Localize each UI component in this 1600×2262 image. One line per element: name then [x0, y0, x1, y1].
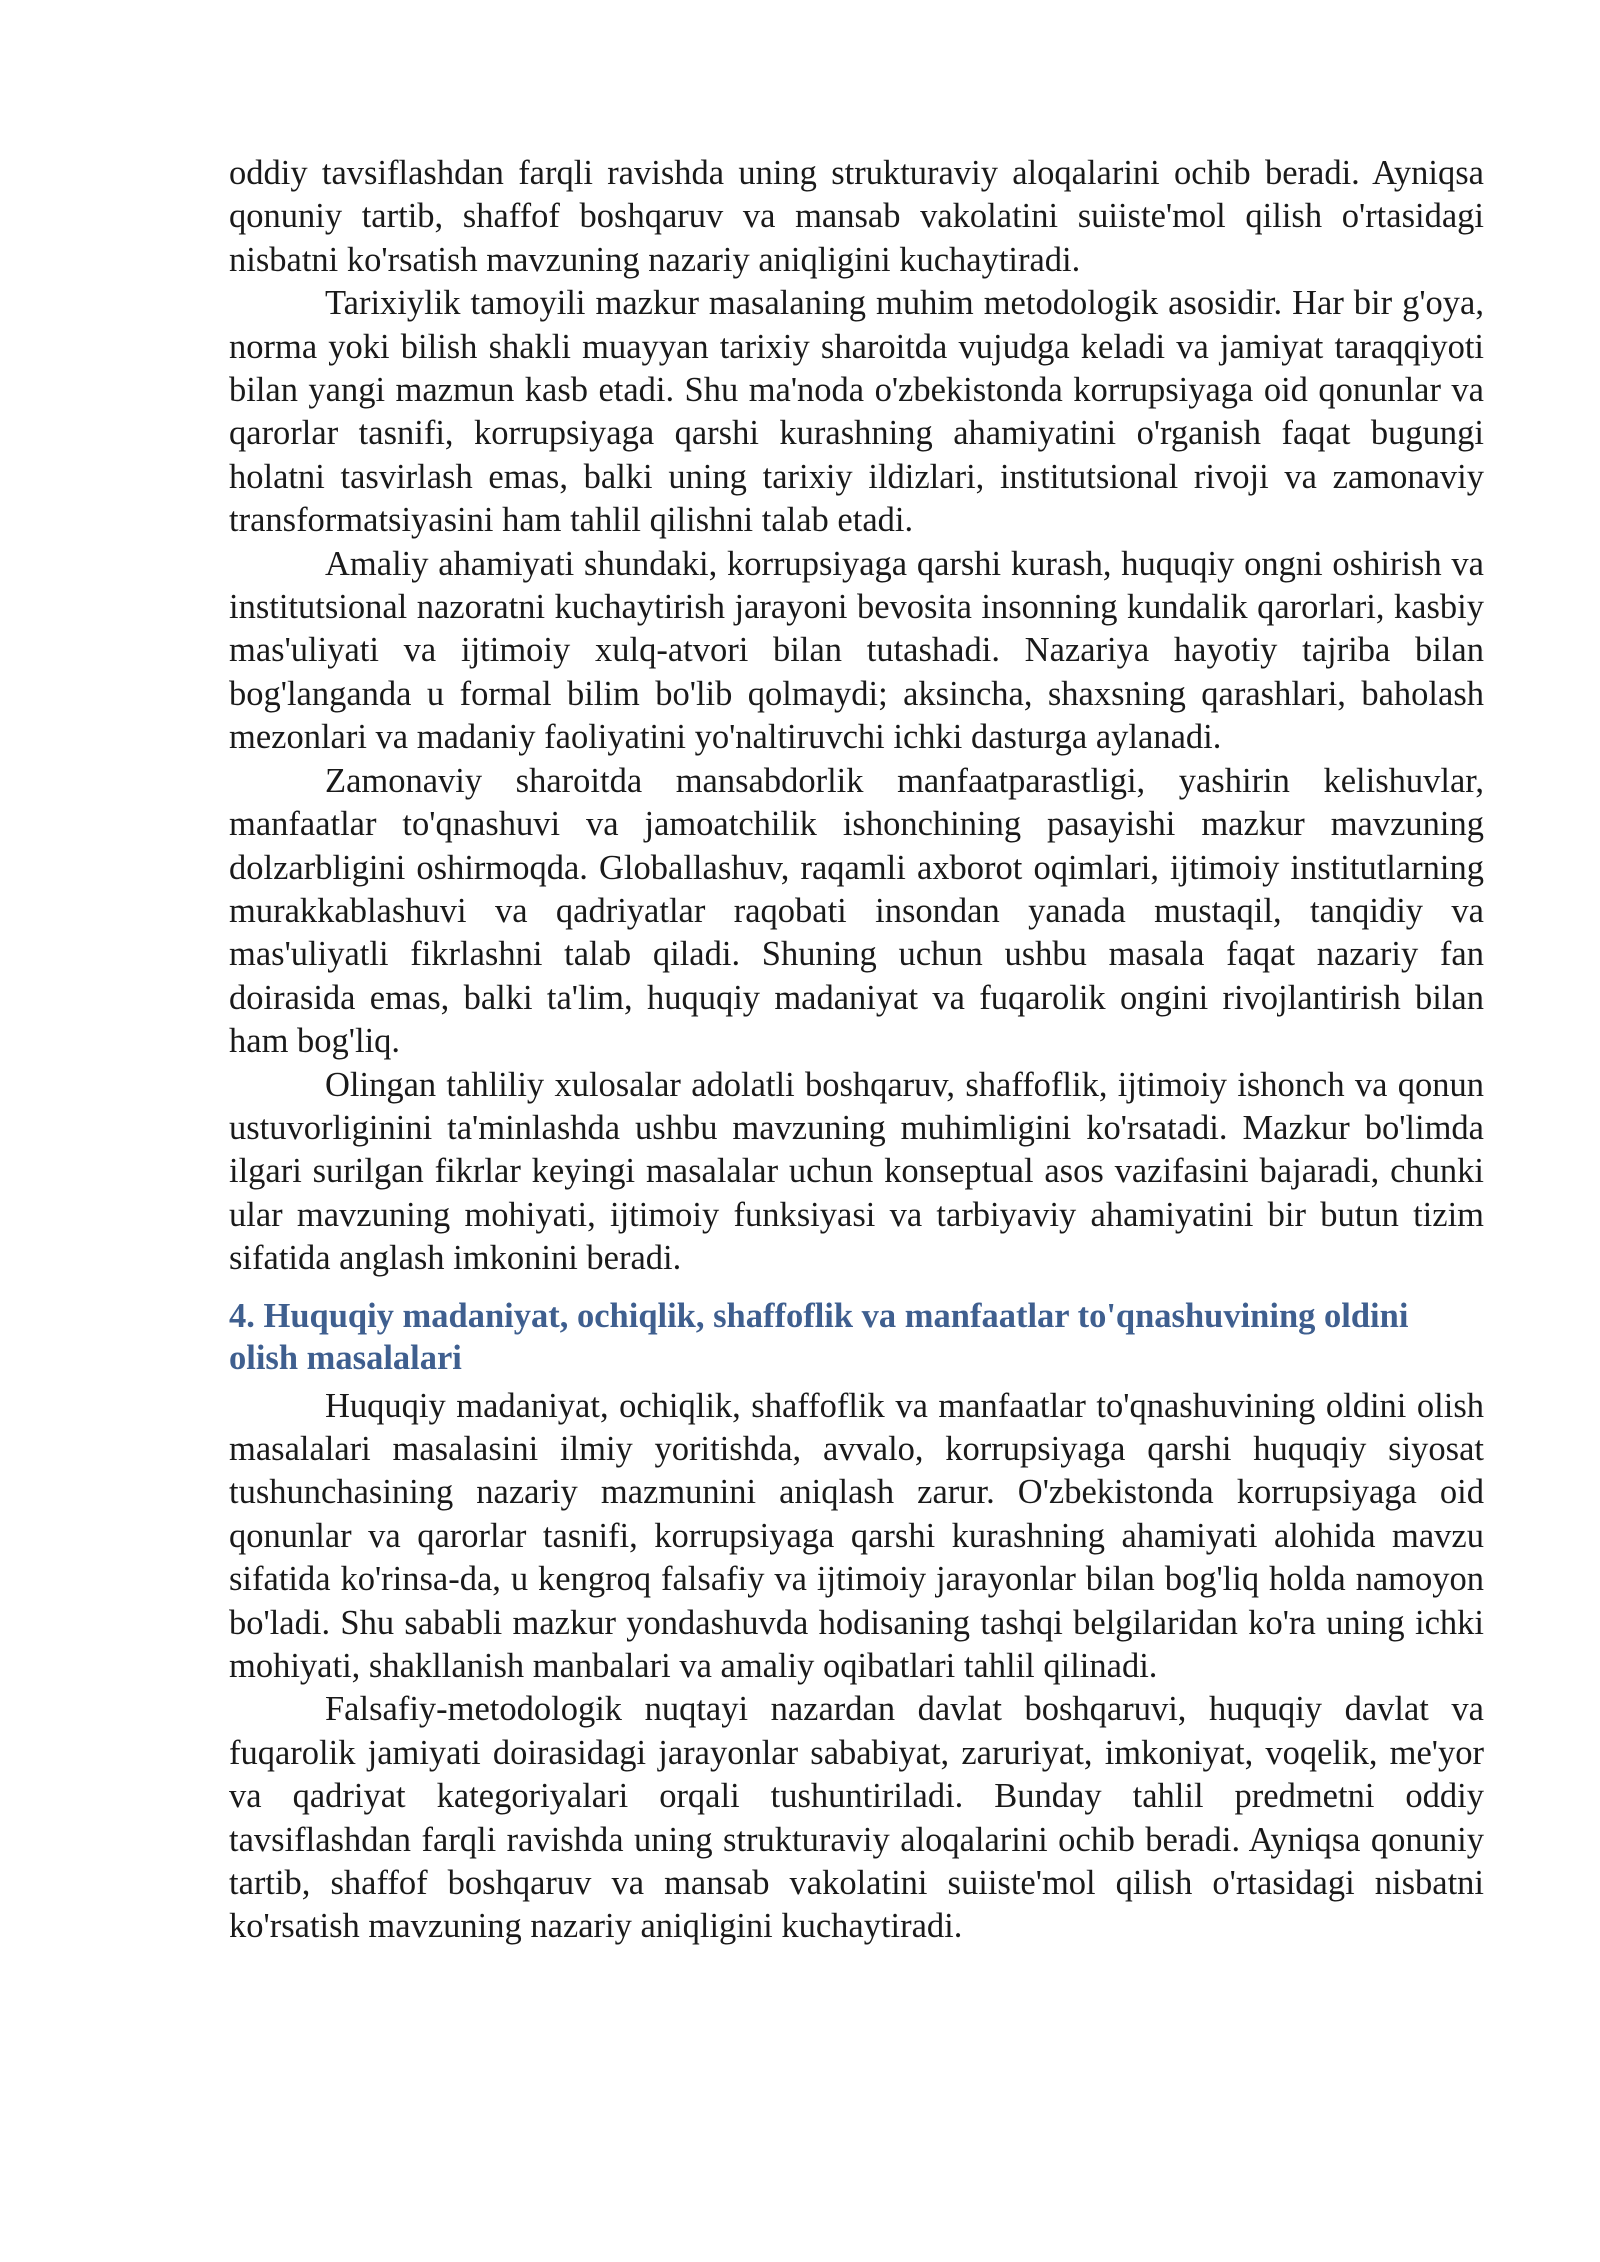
paragraph-section-intro: Huquqiy madaniyat, ochiqlik, shaffoflik va manfaatlar to'qnashuvining oldini olish masalalari masalasini ilmiy yoritishda, avvalo, korrupsiyaga qarshi huquqiy siyosat tushunchasining nazariy mazmunini aniqlash zarur. O'zbekistonda korrupsiyaga oid qonunlar va qarorlar tasnifi, korrupsiyaga qarshi kurashning ahamiyati alohida mavzu sifatida ko'rinsa-da, u kengroq falsafiy va ijtimoiy jarayonlar bilan bog'liq holda namoyon bo'ladi. Shu sababli mazkur yondashuvda hodisaning tashqi belgilaridan ko'ra uning ichki mohiyati, shakllanish manbalari va amaliy oqibatlari tahlil qilinadi. — [229, 1386, 1484, 1685]
paragraph-conclusions: Olingan tahliliy xulosalar adolatli boshqaruv, shaffoflik, ijtimoiy ishonch va qonun ustuvorliginini ta'minlashda ushbu mavzuning muhimligini ko'rsatadi. Mazkur bo'limda ilgari surilgan fikrlar keyingi masalalar uchun konseptual asos vazifasini bajaradi, chunki ular mavzuning mohiyati, ijtimoiy funksiyasi va tarbiyaviy ahamiyatini bir butun tizim sifatida anglash imkonini beradi. — [229, 1065, 1484, 1278]
section-heading: 4. Huquqiy madaniyat, ochiqlik, shaffoflik va manfaatlar to'qnashuvining oldini olish masalalari — [229, 1296, 1409, 1377]
paragraph-methodology: Falsafiy-metodologik nuqtayi nazardan davlat boshqaruvi, huquqiy davlat va fuqarolik jamiyati doirasidagi jarayonlar sababiyat, zaruriyat, imkoniyat, voqelik, me'yor va qadriyat kategoriyalari orqali tushuntiriladi. Bunday tahlil predmetni oddiy tavsiflashdan farqli ravishda uning strukturaviy aloqalarini ochib beradi. Ayniqsa qonuniy tartib, shaffof boshqaruv va mansab vakolatini suiiste'mol qilish o'rtasidagi nisbatni ko'rsatish mavzuning nazariy aniqligini kuchaytiradi. — [229, 1690, 1484, 1946]
paragraph-practical-significance: Amaliy ahamiyati shundaki, korrupsiyaga qarshi kurash, huquqiy ongni oshirish va institutsional nazoratni kuchaytirish jarayoni bevosita insonning kundalik qarorlari, kasbiy mas'uliyati va ijtimoiy xulq-atvori bilan tutashadi. Nazariya hayotiy tajriba bilan bog'langanda u formal bilim bo'lib qolmaydi; aksincha, shaxsning qarashlari, baholash mezonlari va madaniy faoliyatini yo'naltiruvchi ichki dasturga aylanadi. — [229, 544, 1484, 757]
page-body — [229, 152, 1484, 1949]
paragraph-historicity: Tarixiylik tamoyili mazkur masalaning muhim metodologik asosidir. Har bir g'oya, norma yoki bilish shakli muayyan tarixiy sharoitda vujudga keladi va jamiyat taraqqiyoti bilan yangi mazmun kasb etadi. Shu ma'noda o'zbekistonda korrupsiyaga oid qonunlar va qarorlar tasnifi, korrupsiyaga qarshi kurashning ahamiyatini o'rganish faqat bugungi holatni tasvirlash emas, balki uning tarixiy ildizlari, institutsional rivoji va zamonaviy transformatsiyasini ham tahlil qilishni talab etadi. — [229, 284, 1484, 540]
paragraph-continuation: oddiy tavsiflashdan farqli ravishda uning strukturaviy aloqalarini ochib beradi. Ayniqsa qonuniy tartib, shaffof boshqaruv va mansab vakolatini suiiste'mol qilish o'rtasidagi nisbatni ko'rsatish mavzuning nazariy aniqligini kuchaytiradi. — [229, 154, 1484, 279]
paragraph-modern-conditions: Zamonaviy sharoitda mansabdorlik manfaatparastligi, yashirin kelishuvlar, manfaatlar to'qnashuvi va jamoatchilik ishonchining pasayishi mazkur mavzuning dolzarbligini oshirmoqda. Globallashuv, raqamli axborot oqimlari, ijtimoiy institutlarning murakkablashuvi va qadriyatlar raqobati insondan yanada mustaqil, tanqidiy va mas'uliyatli fikrlashni talab qiladi. Shuning uchun ushbu masala faqat nazariy fan doirasida emas, balki ta'lim, huquqiy madaniyat va fuqarolik ongini rivojlantirish bilan ham bog'liq. — [229, 761, 1484, 1061]
